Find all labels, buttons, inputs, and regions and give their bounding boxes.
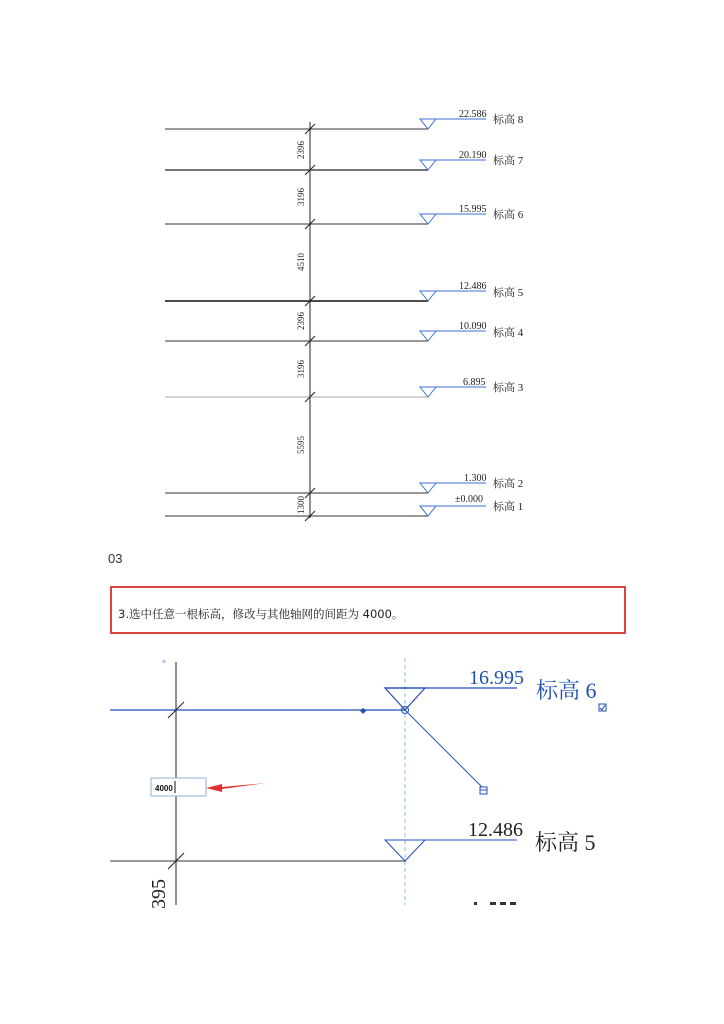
drag-handle-icon[interactable]: ◆ (360, 706, 367, 715)
dimension-label: 2396 (296, 141, 306, 159)
elevation-value[interactable]: 16.995 (469, 667, 524, 689)
elevation-value: 10.090 (459, 321, 487, 332)
elevation-value: 15.995 (459, 204, 487, 215)
level-name: 标高 1 (493, 501, 524, 513)
level-line-7[interactable] (165, 150, 524, 175)
step-callout-box (110, 586, 626, 634)
elevation-value: ±0.000 (455, 494, 483, 505)
elevation-value: 22.586 (459, 109, 487, 120)
red-arrow-icon (206, 783, 266, 792)
view-marker-icon: ≡ (162, 658, 166, 666)
level-line-3[interactable] (165, 377, 524, 402)
dimension-label: 3196 (296, 188, 306, 206)
level-name: 标高 5 (535, 830, 596, 855)
level-line-6-selected[interactable] (110, 667, 606, 794)
level-name[interactable]: 标高 6 (536, 678, 597, 703)
elevation-value: 20.190 (459, 150, 487, 161)
step-instruction: 3.选中任意一根标高，修改与其他轴网的间距为 4000。 (118, 607, 404, 621)
level-line-5[interactable] (165, 281, 524, 306)
level-line-6[interactable] (165, 204, 524, 229)
dimension-label: 5595 (296, 436, 306, 454)
level-name: 标高 7 (493, 155, 524, 167)
elevation-value: 1.300 (464, 473, 487, 484)
cropped-level-text (474, 902, 516, 905)
level-line-4[interactable] (165, 321, 524, 346)
level-line-8[interactable] (165, 109, 524, 134)
level-line-5[interactable] (110, 819, 596, 869)
dimension-label: 1300 (296, 496, 306, 514)
level-name: 标高 6 (493, 209, 524, 221)
dimension-label: 4510 (296, 253, 306, 271)
level-line-1[interactable] (165, 494, 523, 521)
level-spacing-edit-screenshot (0, 650, 724, 910)
dimension-label-partial: 395 (148, 879, 170, 909)
dimension-label: 3196 (296, 360, 306, 378)
level-name: 标高 3 (493, 382, 524, 394)
level-name: 标高 4 (493, 327, 524, 339)
level-name: 标高 8 (493, 114, 524, 126)
elbow-lock-icon[interactable] (480, 787, 487, 794)
elevation-value: 12.486 (468, 819, 523, 841)
dimension-label: 2396 (296, 312, 306, 330)
temporary-dimension-value[interactable]: 4000 (155, 784, 173, 793)
level-name: 标高 5 (493, 287, 524, 299)
section-number: 03 (108, 551, 123, 566)
elevation-value: 12.486 (459, 281, 487, 292)
elevation-value: 6.895 (463, 377, 486, 388)
level-name: 标高 2 (493, 478, 524, 490)
